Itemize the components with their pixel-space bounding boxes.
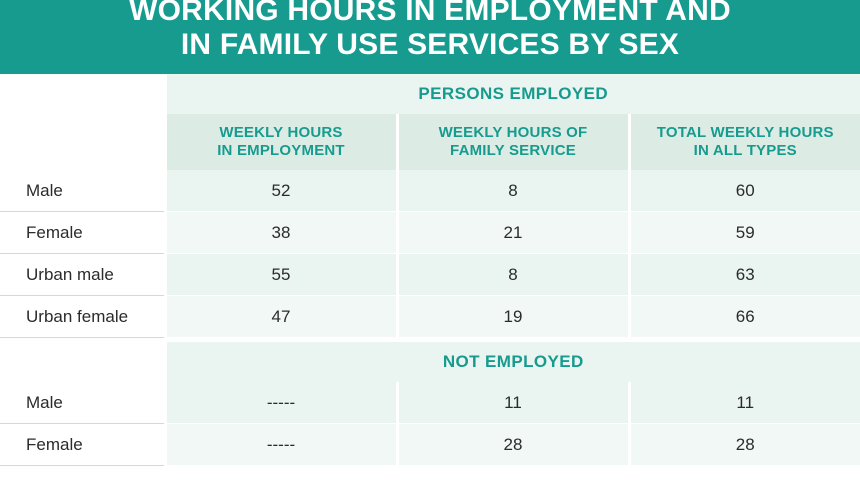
cell-value: 52 — [165, 170, 397, 212]
cell-value: 55 — [165, 254, 397, 296]
cell-value: 8 — [397, 170, 629, 212]
group-title-not-employed: NOT EMPLOYED — [165, 342, 860, 382]
table-row — [0, 254, 860, 296]
column-header-line-2: IN EMPLOYMENT — [217, 142, 345, 159]
cell-value: 28 — [629, 424, 860, 466]
cell-value: 59 — [629, 212, 860, 254]
column-header-line-2: IN ALL TYPES — [693, 142, 797, 159]
cell-value: 60 — [629, 170, 860, 212]
row-label-header-blank — [0, 114, 165, 170]
row-label-female-employed: Female — [0, 212, 165, 254]
cell-value: 28 — [397, 424, 629, 466]
group-title-persons-employed: PERSONS EMPLOYED — [165, 74, 860, 114]
group-header-row — [0, 74, 860, 114]
table-row — [0, 212, 860, 254]
cell-value: ----- — [165, 382, 397, 424]
cell-value: ----- — [165, 424, 397, 466]
column-header-line-1: WEEKLY HOURS — [219, 124, 343, 141]
cell-value: 38 — [165, 212, 397, 254]
title-line-1: WORKING HOURS IN EMPLOYMENT AND — [129, 0, 731, 27]
row-label-male-employed: Male — [0, 170, 165, 212]
cell-value: 11 — [397, 382, 629, 424]
cell-value: 63 — [629, 254, 860, 296]
row-label-urban-female-employed: Urban female — [0, 296, 165, 338]
column-header-weekly-hours-family-service — [397, 114, 629, 170]
column-header-weekly-hours-employment — [165, 114, 397, 170]
title-line-2: IN FAMILY USE SERVICES BY SEX — [180, 27, 680, 61]
column-header-line-1: TOTAL WEEKLY HOURS — [656, 124, 834, 141]
table-container — [0, 74, 860, 484]
column-header-line-2: FAMILY SERVICE — [450, 142, 576, 159]
corner-blank-cell — [0, 342, 165, 382]
table-row — [0, 424, 860, 466]
row-label-male-not-employed: Male — [0, 382, 165, 424]
cell-value: 66 — [629, 296, 860, 338]
working-hours-table — [0, 74, 860, 466]
row-label-urban-male-employed: Urban male — [0, 254, 165, 296]
table-row — [0, 296, 860, 338]
cell-value: 21 — [397, 212, 629, 254]
corner-blank-cell — [0, 74, 165, 114]
cell-value: 11 — [629, 382, 860, 424]
row-label-female-not-employed: Female — [0, 424, 165, 466]
table-row — [0, 170, 860, 212]
table-row — [0, 382, 860, 424]
column-header-row — [0, 114, 860, 170]
cell-value: 8 — [397, 254, 629, 296]
group-header-row — [0, 342, 860, 382]
column-header-total-weekly-hours — [629, 114, 860, 170]
cell-value: 19 — [397, 296, 629, 338]
column-header-line-1: WEEKLY HOURS OF — [438, 124, 588, 141]
title-banner — [0, 0, 860, 74]
cell-value: 47 — [165, 296, 397, 338]
